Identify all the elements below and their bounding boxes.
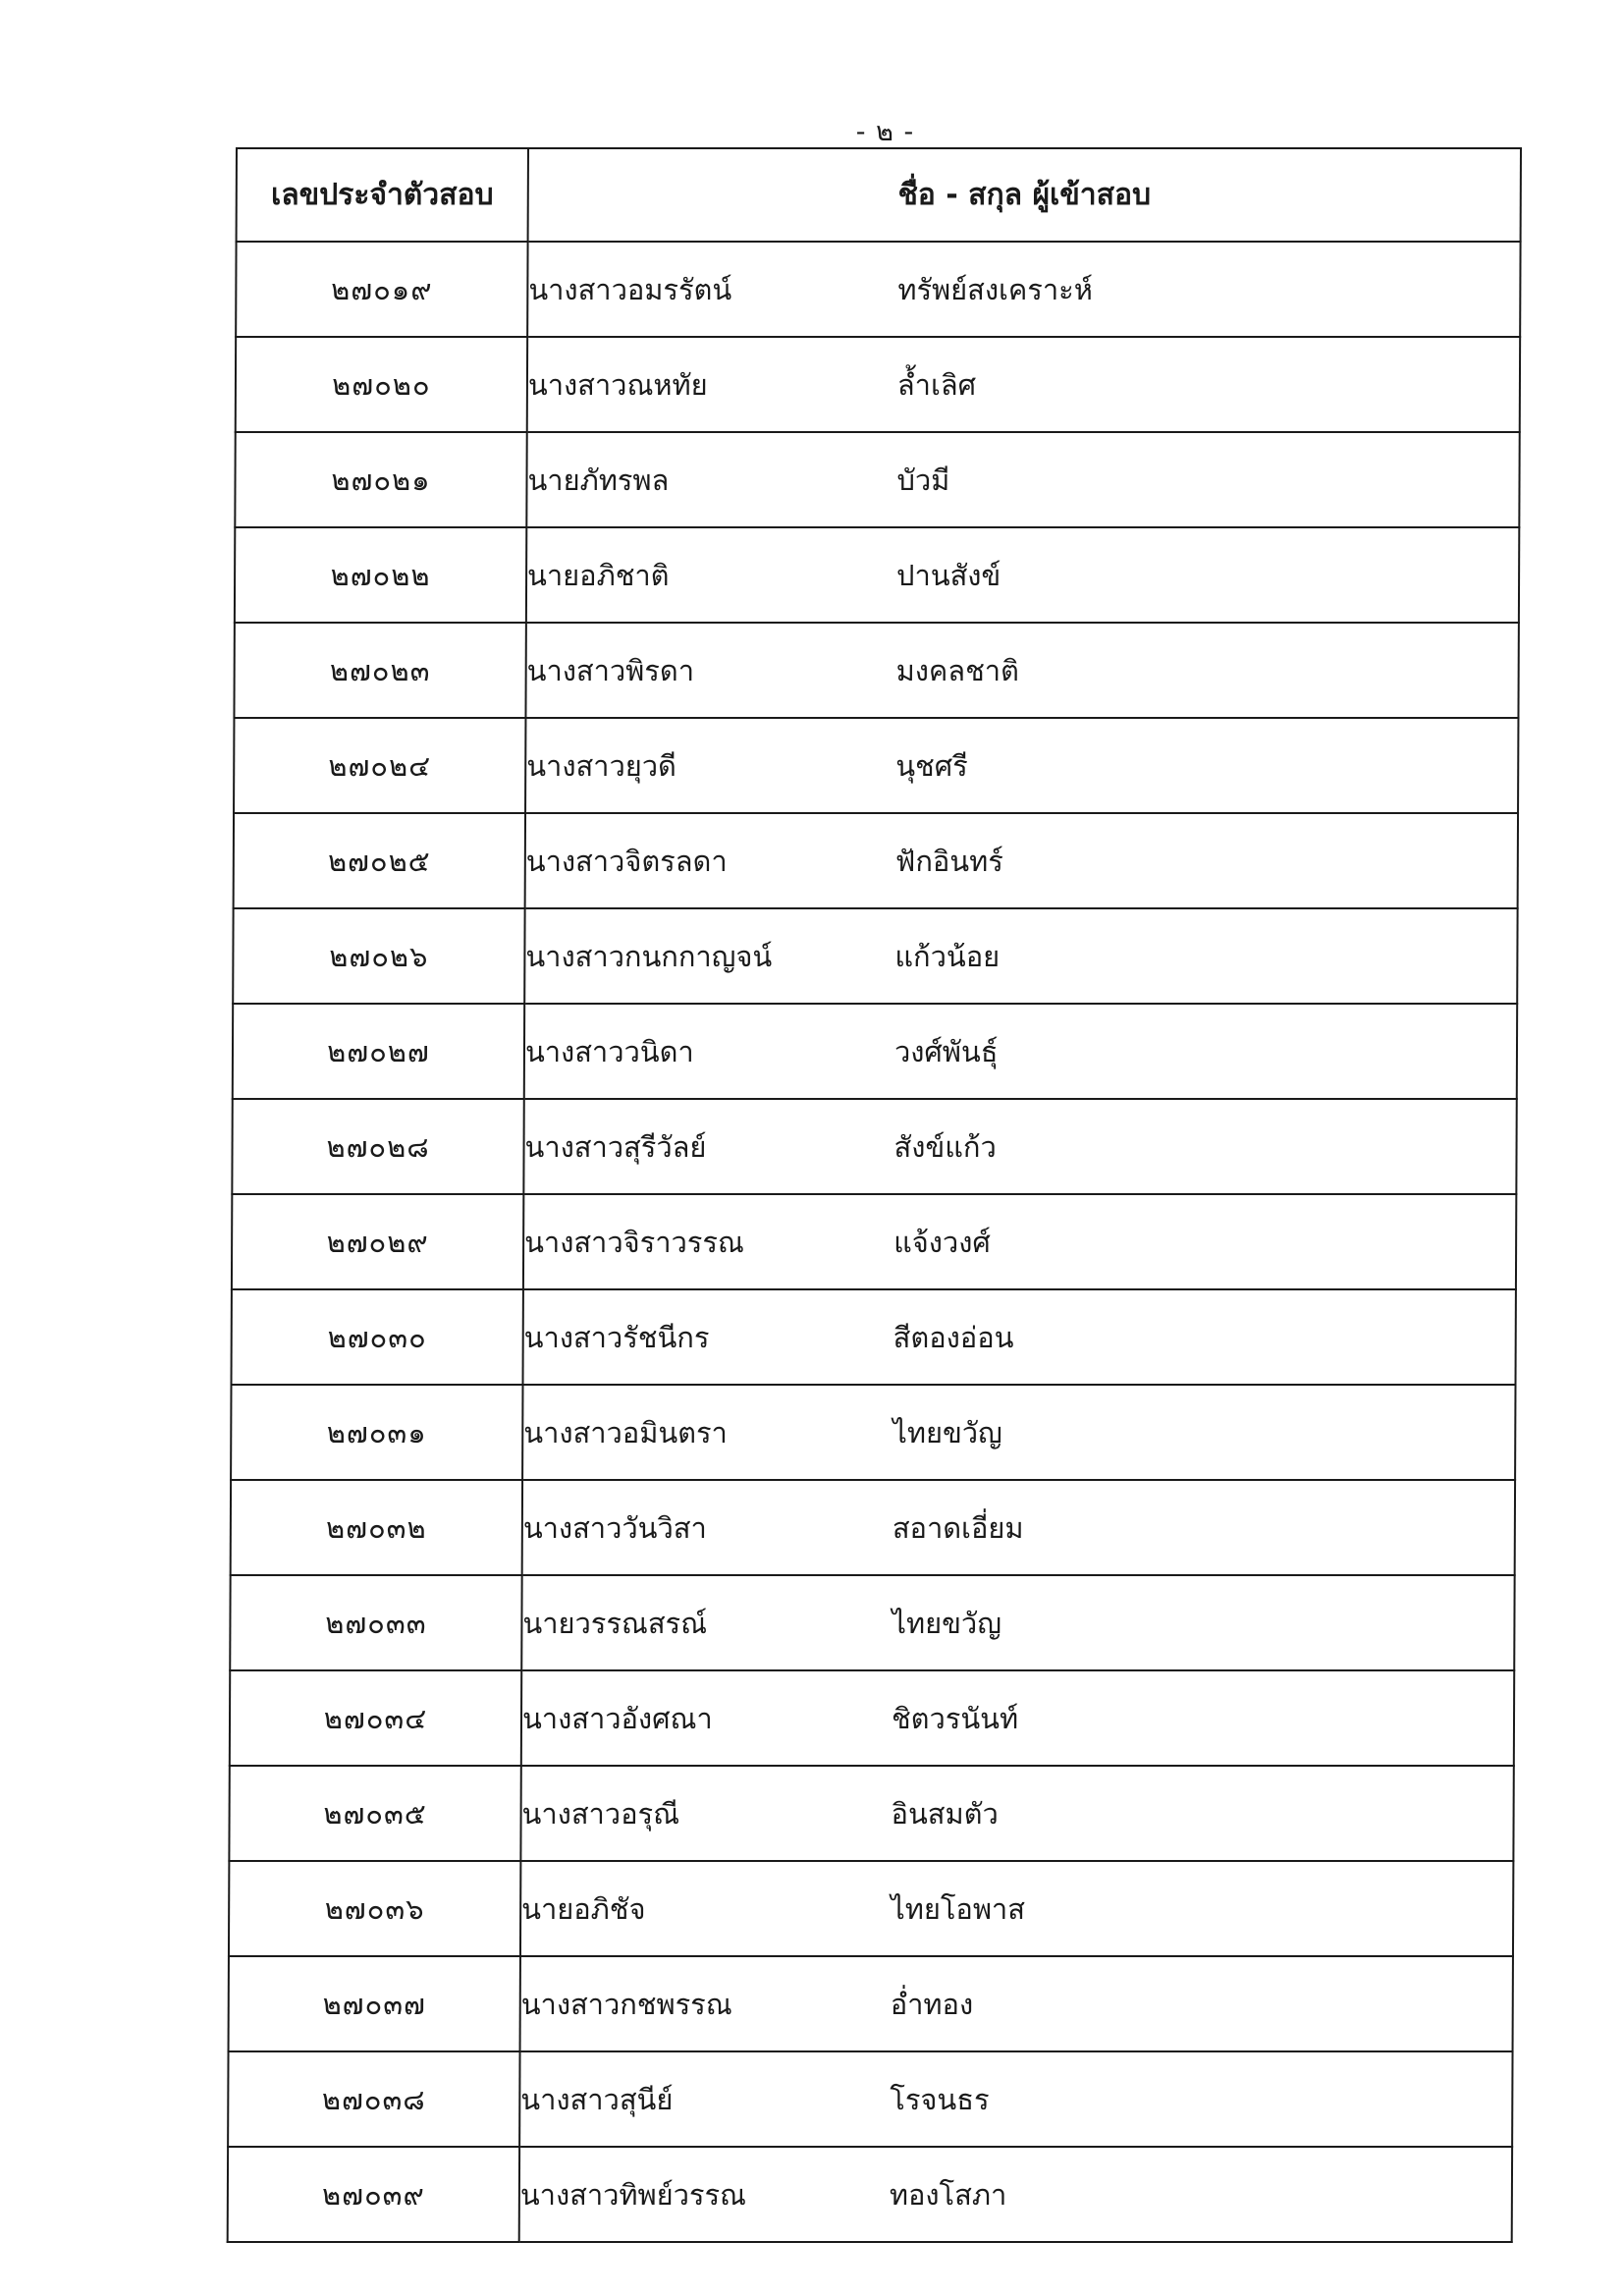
table-row [232,1289,1516,1385]
exam-id-cell: ๒๗๐๓๒ [231,1480,522,1575]
candidate-table [227,147,1522,2243]
first-name: นายวรรณสรณ์ [522,1606,708,1640]
full-name-cell [525,718,1518,813]
last-name: ไทยโอพาส [891,1891,1026,1926]
last-name: แจ้งวงศ์ [893,1225,991,1259]
first-name: นางสาววนิดา [524,1034,694,1068]
full-name-cell [524,908,1517,1004]
full-name-cell [527,337,1520,432]
last-name: โรจนธร [890,2082,990,2116]
full-name-cell [520,1956,1513,2051]
table-row [228,2051,1512,2147]
table-row [233,908,1517,1004]
full-name-cell [519,2147,1512,2242]
full-name-cell [526,527,1519,623]
last-name: มงคลชาติ [895,653,1020,687]
first-name: นางสาวพิรดา [526,653,695,687]
last-name: ไทยขวัญ [892,1606,1002,1640]
header-full-name: ชื่อ - สกุล ผู้เข้าสอบ [528,148,1521,242]
last-name: อินสมตัว [891,1796,999,1831]
table-header-row [237,148,1521,242]
last-name: ปานสังข์ [896,558,1001,592]
exam-id-cell: ๒๗๐๓๘ [228,2051,519,2147]
header-exam-id: เลขประจำตัวสอบ [237,148,528,242]
table-row [234,718,1518,813]
full-name-cell [525,813,1518,908]
first-name: นางสาวจิราวรรณ [524,1225,744,1259]
table-row [232,1099,1516,1194]
last-name: ไทยขวัญ [893,1415,1002,1449]
first-name: นางสาวยุวดี [526,748,676,783]
table-row [230,1670,1514,1766]
full-name-cell [521,1670,1514,1766]
first-name: นายอภิชัจ [521,1891,646,1926]
table-row [229,1956,1513,2051]
full-name-cell [520,1861,1513,1956]
exam-id-cell: ๒๗๐๒๔ [234,718,525,813]
table-row [236,242,1520,337]
last-name: ทองโสภา [889,2177,1007,2212]
table-row [229,1861,1513,1956]
first-name: นางสาวกชพรรณ [520,1987,732,2021]
table-row [234,623,1518,718]
table-row [228,2147,1512,2242]
last-name: อ่ำทอง [890,1987,974,2021]
exam-id-cell: ๒๗๐๓๙ [228,2147,519,2242]
first-name: นายอภิชาติ [527,558,670,592]
table-body [228,242,1521,2242]
first-name: นางสาวสุรีวัลย์ [524,1129,707,1164]
last-name: ฟักอินทร์ [894,844,1003,878]
full-name-cell [520,1766,1513,1861]
first-name: นางสาวทิพย์วรรณ [519,2177,747,2212]
first-name: นางสาววันวิสา [522,1510,707,1545]
table-row [234,813,1518,908]
table-row [236,337,1520,432]
last-name: นุชศรี [895,748,968,783]
last-name: ชิตวรนันท์ [891,1701,1019,1735]
exam-id-cell: ๒๗๐๒๒ [235,527,526,623]
exam-id-cell: ๒๗๐๓๔ [230,1670,521,1766]
first-name: นายภัทรพล [527,463,670,497]
first-name: นางสาวจิตรลดา [525,844,728,878]
first-name: นางสาวณหทัย [527,367,708,402]
last-name: ทรัพย์สงเคราะห์ [897,272,1093,306]
full-name-cell [523,1194,1516,1289]
first-name: นางสาวอมินตรา [523,1415,728,1449]
first-name: นางสาวอรุณี [521,1796,680,1831]
exam-id-cell: ๒๗๐๓๗ [229,1956,520,2051]
exam-id-cell: ๒๗๐๒๐ [236,337,527,432]
exam-id-cell: ๒๗๐๒๕ [234,813,525,908]
last-name: สอาดเอี่ยม [892,1510,1024,1545]
table-row [231,1385,1515,1480]
exam-id-cell: ๒๗๐๓๕ [229,1766,520,1861]
full-name-cell [526,432,1519,527]
last-name: บัวมี [896,463,950,497]
exam-id-cell: ๒๗๐๒๙ [232,1194,523,1289]
full-name-cell [527,242,1520,337]
full-name-cell [525,623,1518,718]
exam-id-cell: ๒๗๐๒๑ [235,432,526,527]
exam-id-cell: ๒๗๐๓๐ [232,1289,523,1385]
last-name: สีตองอ่อน [893,1320,1014,1354]
exam-id-cell: ๒๗๐๓๖ [229,1861,520,1956]
first-name: นางสาวรัชนีกร [523,1320,710,1354]
first-name: นางสาวอังศณา [521,1701,713,1735]
full-name-cell [519,2051,1512,2147]
exam-id-cell: ๒๗๐๒๖ [233,908,524,1004]
last-name: วงศ์พันธุ์ [893,1034,999,1068]
exam-id-cell: ๒๗๐๒๗ [233,1004,524,1099]
exam-id-cell: ๒๗๐๑๙ [236,242,527,337]
full-name-cell [522,1480,1515,1575]
last-name: แก้วน้อย [894,939,1001,973]
candidate-roster [227,147,1520,2212]
exam-id-cell: ๒๗๐๓๑ [231,1385,522,1480]
first-name: นางสาวกนกกาญจน์ [525,939,773,973]
full-name-cell [521,1575,1514,1670]
table-row [229,1766,1513,1861]
last-name: สังข์แก้ว [893,1129,997,1164]
exam-id-cell: ๒๗๐๒๓ [234,623,525,718]
full-name-cell [523,1099,1516,1194]
full-name-cell [523,1289,1516,1385]
table-row [235,432,1519,527]
first-name: นางสาวอมรรัตน์ [528,272,732,306]
table-row [232,1194,1516,1289]
first-name: นางสาวสุนีย์ [520,2082,674,2116]
table-row [231,1480,1515,1575]
last-name: ล้ำเลิศ [896,367,977,402]
full-name-cell [524,1004,1517,1099]
page-number: - ๒ - [855,117,915,147]
table-row [235,527,1519,623]
exam-id-cell: ๒๗๐๓๓ [230,1575,521,1670]
full-name-cell [522,1385,1515,1480]
table-row [233,1004,1517,1099]
exam-id-cell: ๒๗๐๒๘ [232,1099,523,1194]
table-row [230,1575,1514,1670]
